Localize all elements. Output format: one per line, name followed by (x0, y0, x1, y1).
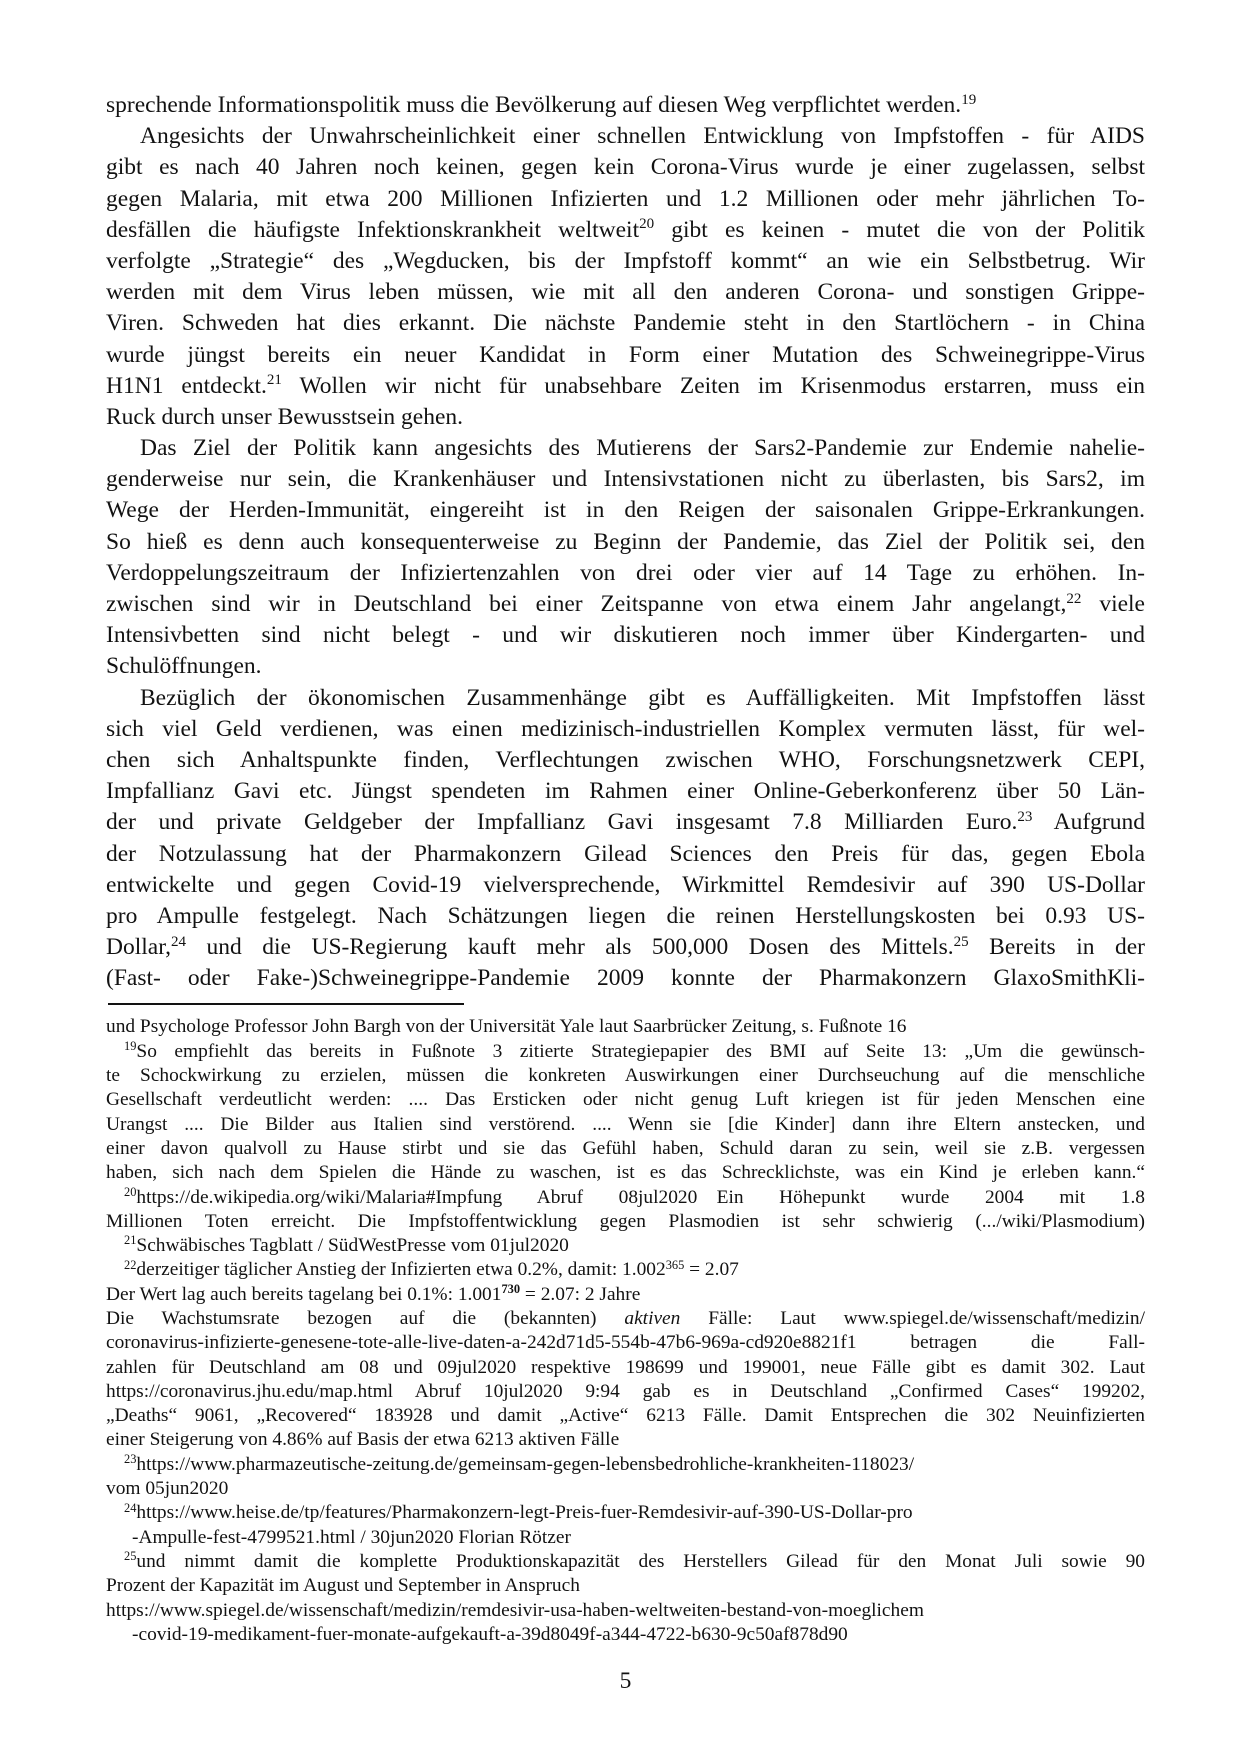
text-run: einer davon qualvoll zu Hause stirbt und sie das Gefühl haben, Schuld daran zu sein, weil sie z.B. vergessen (106, 1137, 1145, 1159)
body-line (106, 246, 1145, 277)
text-run: verfolgte „Strategie“ des „Wegducken, bis der Impfstoff kommt“ an wie ein Selbstbetrug. Wir (106, 247, 1145, 274)
footnote-line (106, 1574, 1145, 1598)
footnote-marker: 22 (124, 1258, 137, 1272)
text-run: Dollar, (106, 934, 171, 961)
text-run: Impfallianz Gavi etc. Jüngst spendeten im Rahmen einer Online-Geberkonferenz über 50 Län- (106, 778, 1145, 805)
text-run: Schwäbisches Tagblatt / SüdWestPresse vom 01jul2020 (136, 1235, 569, 1257)
body-line (106, 620, 1145, 651)
text-run: Ruck durch unser Bewusstsein gehen. (106, 403, 463, 430)
body-line (106, 277, 1145, 308)
body-line (106, 215, 1145, 246)
footnote-line (106, 1234, 1145, 1258)
footnote-line (106, 1113, 1145, 1137)
text-run: Viren. Schweden hat dies erkannt. Die nächste Pandemie steht in den Startlöchern - in China (106, 310, 1145, 337)
text-run: derzeitiger täglicher Anstieg der Infizierten etwa 0.2%, damit: 1.002 (136, 1259, 666, 1281)
body-line (106, 495, 1145, 526)
text-run: -covid-19-medikament-fuer-monate-aufgekauft-a-39d8049f-a344-4722-b630-9c50af878d90 (132, 1623, 848, 1645)
text-run: -Ampulle-fest-4799521.html / 30jun2020 Florian Rötzer (132, 1526, 571, 1548)
text-run: Angesichts der Unwahrscheinlichkeit einer schnellen Entwicklung von Impfstoffen - für AIDS (140, 123, 1145, 150)
text-run: Millionen Toten erreicht. Die Impfstoffentwicklung gegen Plasmodien ist sehr schwierig (.../wiki/Plasmodium) (106, 1210, 1145, 1232)
body-line (106, 184, 1145, 215)
footnote-marker: 24 (124, 1501, 137, 1515)
footnote-line (106, 1380, 1145, 1404)
body-line (106, 464, 1145, 495)
footnote-line (106, 1186, 1145, 1210)
footnotes (106, 1015, 1145, 1647)
text-run: und Psychologe Professor John Bargh von der Universität Yale laut Saarbrücker Zeitung, s. Fußnote 16 (106, 1016, 907, 1038)
text-run: einer Steigerung von 4.86% auf Basis der etwa 6213 aktiven Fälle (106, 1429, 620, 1451)
footnote-line (106, 1599, 1145, 1623)
footnote-line (106, 1428, 1145, 1452)
text-run: zwischen sind wir in Deutschland bei einer Zeitspanne von etwa einem Jahr angelangt, (106, 591, 1067, 617)
text-run: te Schockwirkung zu erzielen, müssen die konkreten Auswirkungen einer Durchseuchung auf die menschliche (106, 1065, 1145, 1087)
body-line (106, 152, 1145, 183)
text-run: Wege der Herden-Immunität, eingereiht ist in den Reigen der saisonalen Grippe-Erkrankungen. (106, 497, 1145, 524)
text-run: der und private Geldgeber der Impfallianz Gavi insgesamt 7.8 Milliarden Euro. (106, 809, 1018, 836)
footnote-marker: 23 (124, 1452, 137, 1466)
text-run: gegen Malaria, mit etwa 200 Millionen Infizierten und 1.2 Millionen oder mehr jährlichen To- (106, 185, 1145, 212)
body-line (106, 839, 1145, 870)
text-run: gibt es keinen - mutet die von der Politik (654, 216, 1145, 243)
text-run: Verdoppelungszeitraum der Infiziertenzahlen von drei oder vier auf 14 Tage zu erhöhen. In- (106, 559, 1145, 586)
body-line (106, 870, 1145, 901)
text-run: der Notzulassung hat der Pharmakonzern Gilead Sciences den Preis für das, gegen Ebola (106, 840, 1145, 867)
text-run: https://www.spiegel.de/wissenschaft/medizin/remdesivir-usa-haben-weltweiten-bestand-von-moeglichem (106, 1599, 924, 1621)
body-line (106, 589, 1145, 620)
footnote-line (106, 1404, 1145, 1428)
body-line (106, 121, 1145, 152)
body-line (106, 745, 1145, 776)
text-run: entwickelte und gegen Covid-19 vielversprechende, Wirkmittel Remdesivir auf 390 US-Dollar (106, 871, 1145, 898)
text-run: Der Wert lag auch bereits tagelang bei 0.1%: 1.001 (106, 1283, 502, 1305)
text-run: „Deaths“ 9061, „Recovered“ 183928 und damit „Active“ 6213 Fälle. Damit Entsprechen die 302 Neuinfizierten (106, 1405, 1145, 1427)
footnote-marker: 19 (961, 91, 977, 108)
text-run: und die US-Regierung kauft mehr als 500,000 Dosen des Mittels. (186, 934, 954, 961)
text-run: Wollen wir nicht für unabsehbare Zeiten im Krisenmodus erstarren, muss ein (281, 372, 1145, 399)
text-run: Fälle: Laut www.spiegel.de/wissenschaft/medizin/ (680, 1308, 1145, 1329)
text-run: Die Wachstumsrate bezogen auf die (bekannten) (106, 1308, 625, 1329)
footnote-line (106, 1064, 1145, 1088)
text-run: gibt es nach 40 Jahren noch keinen, gegen kein Corona-Virus wurde je einer zugelassen, selbst (106, 154, 1145, 181)
footnote-marker-bold: 730 (501, 1282, 521, 1296)
text-run: genderweise nur sein, die Krankenhäuser und Intensivstationen nicht zu überlasten, bis Sars2, im (106, 466, 1145, 493)
body-line (106, 558, 1145, 589)
text-run: werden mit dem Virus leben müssen, wie mit all den anderen Corona- und sonstigen Grippe- (106, 279, 1145, 306)
text-run: haben, sich nach dem Spielen die Hände zu waschen, ist es das Schrecklichste, was ein Kind je erleben kann.“ (106, 1162, 1145, 1184)
footnote-line (106, 1258, 1145, 1282)
body-line (106, 932, 1145, 963)
text-run: coronavirus-infizierte-genesene-tote-alle-live-daten-a-242d71d5-554b-47b6-969a-cd920e8821f1 betragen die Fall- (106, 1332, 1145, 1354)
page-number: 5 (619, 1668, 632, 1694)
text-run: Prozent der Kapazität im August und September in Anspruch (106, 1575, 580, 1597)
footnote-line (106, 1210, 1145, 1234)
body-line (106, 901, 1145, 932)
footnote-marker: 22 (1066, 590, 1082, 607)
text-run: Schulöffnungen. (106, 653, 262, 680)
footnote-marker: 20 (639, 216, 655, 233)
text-run: https://www.pharmazeutische-zeitung.de/gemeinsam-gegen-lebensbedrohliche-krankheiten-118023/ (136, 1453, 915, 1475)
text-run: chen sich Anhaltspunkte finden, Verflechtungen zwischen WHO, Forschungsnetzwerk CEPI, (106, 746, 1145, 773)
text-run: = 2.07: 2 Jahre (520, 1283, 641, 1305)
text-run: Aufgrund (1032, 809, 1145, 836)
footnote-line (106, 1307, 1145, 1331)
footnote-line (106, 1088, 1145, 1112)
footnote-line (106, 1137, 1145, 1161)
text-run: = 2.07 (684, 1259, 739, 1281)
body-line (106, 714, 1145, 745)
body-line (106, 527, 1145, 558)
footnote-line (106, 1040, 1145, 1064)
footnote-marker: 20 (124, 1185, 137, 1199)
text-run: sprechende Informationspolitik muss die Bevölkerung auf diesen Weg verpflichtet werden. (106, 92, 962, 118)
text-run: und nimmt damit die komplette Produktionskapazität des Herstellers Gilead für den Monat Juli sowie 90 (136, 1550, 1145, 1572)
text-run: So empfiehlt das bereits in Fußnote 3 zitierte Strategiepapier des BMI auf Seite 13: „Um die gewünsch- (136, 1040, 1145, 1062)
footnote-line (106, 1501, 1145, 1525)
text-run: (Fast- oder Fake-)Schweinegrippe-Pandemie 2009 konnte der Pharmakonzern GlaxoSmithKli- (106, 965, 1145, 992)
body-line (106, 340, 1145, 371)
text-run: desfällen die häufigste Infektionskrankheit weltweit (106, 216, 640, 243)
footnote-marker: 25 (124, 1549, 137, 1564)
text-run: sich viel Geld verdienen, was einen medizinisch-industriellen Komplex vermuten lässt, für wel- (106, 715, 1145, 742)
text-block (106, 90, 1145, 1647)
text-run: Das Ziel der Politik kann angesichts des Mutierens der Sars2-Pandemie zur Endemie nahelie- (140, 435, 1145, 462)
text-run: vom 05jun2020 (106, 1478, 229, 1500)
emphasis-text: aktiven (624, 1308, 681, 1329)
text-run: H1N1 entdeckt. (106, 372, 267, 399)
footnote-line (106, 1331, 1145, 1355)
body-line (106, 371, 1145, 402)
footnote-marker: 365 (665, 1258, 685, 1272)
body-line (106, 776, 1145, 807)
text-run: pro Ampulle festgelegt. Nach Schätzungen liegen die reinen Herstellungskosten bei 0.93 US- (106, 902, 1145, 929)
body-text (106, 90, 1145, 994)
footnote-line (106, 1623, 1145, 1647)
footnote-line (106, 1161, 1145, 1185)
text-run: Bezüglich der ökonomischen Zusammenhänge gibt es Auffälligkeiten. Mit Impfstoffen lässt (140, 684, 1145, 711)
text-run: https://de.wikipedia.org/wiki/Malaria#Impfung Abruf 08jul2020 Ein Höhepunkt wurde 2004 mit 1.8 (136, 1186, 1145, 1208)
body-line (106, 402, 1145, 433)
text-run: https://coronavirus.jhu.edu/map.html Abruf 10jul2020 9:94 gab es in Deutschland „Confirmed Cases“ 199202, (106, 1380, 1145, 1402)
body-line (106, 651, 1145, 682)
footnote-line (106, 1550, 1145, 1574)
footnote-line (106, 1283, 1145, 1307)
footnote-marker: 21 (266, 372, 282, 389)
footnote-line (106, 1356, 1145, 1380)
body-line (106, 683, 1145, 714)
text-run: zahlen für Deutschland am 08 und 09jul2020 respektive 198699 und 199001, neue Fälle gibt es damit 302. Laut (106, 1356, 1145, 1378)
text-run: Gesellschaft verdeutlicht werden: .... Das Ersticken oder nicht genug Luft kriegen ist für jeden Menschen eine (106, 1089, 1145, 1111)
footnote-line (106, 1453, 1145, 1477)
footnote-line (106, 1015, 1145, 1039)
footnote-line (106, 1477, 1145, 1501)
body-line (106, 308, 1145, 339)
text-run: Bereits in der (968, 934, 1145, 961)
text-run: https://www.heise.de/tp/features/Pharmakonzern-legt-Preis-fuer-Remdesivir-auf-390-US-Dollar-pro (136, 1502, 913, 1524)
text-run: So hieß es denn auch konsequenterweise zu Beginn der Pandemie, das Ziel der Politik sei, den (106, 528, 1145, 555)
footnote-marker: 23 (1017, 809, 1033, 826)
footnote-marker: 21 (124, 1234, 137, 1248)
footnote-marker: 19 (124, 1039, 137, 1053)
footnote-line (106, 1526, 1145, 1550)
text-run: Intensivbetten sind nicht belegt - und wir diskutieren noch immer über Kindergarten- und (106, 622, 1145, 649)
body-line (106, 963, 1145, 994)
text-run: viele (1081, 591, 1145, 617)
body-line (106, 433, 1145, 464)
footnote-marker: 24 (170, 933, 187, 950)
body-line (106, 90, 1145, 121)
footnote-rule (108, 1003, 464, 1005)
text-run: Urangst .... Die Bilder aus Italien sind verstörend. .... Wenn sie [die Kinder] dann ihre Eltern anstecken, und (106, 1113, 1145, 1135)
footnote-marker: 25 (953, 933, 969, 950)
text-run: wurde jüngst bereits ein neuer Kandidat in Form einer Mutation des Schweinegrippe-Virus (106, 341, 1145, 368)
body-line (106, 807, 1145, 838)
